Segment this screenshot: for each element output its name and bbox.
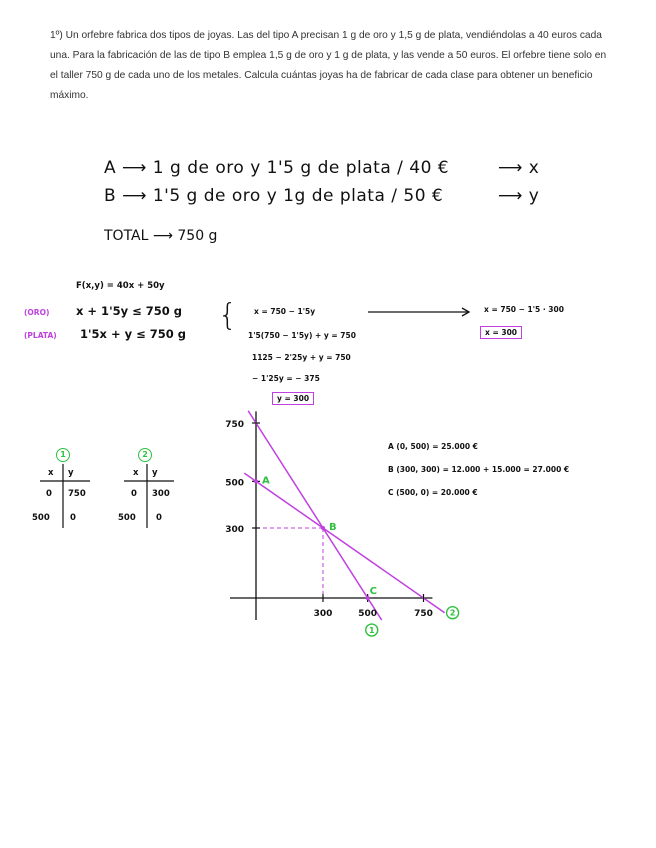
objective-function: F(x,y) = 40x + 50y xyxy=(76,281,165,291)
system-brace: { xyxy=(218,298,238,333)
table-2-head-y: y xyxy=(152,468,158,478)
series-line-2 xyxy=(244,473,444,613)
series-label: 1 xyxy=(368,626,375,636)
y-tick-label: 750 xyxy=(225,420,244,430)
table-1-cell: 0 xyxy=(46,489,52,499)
table-2-cell: 500 xyxy=(118,513,136,523)
table-2-cell: 0 xyxy=(131,489,137,499)
point-label-b: B xyxy=(329,522,337,533)
label-oro: (ORO) xyxy=(24,308,50,317)
step-3: 1125 − 2'25y + y = 750 xyxy=(252,353,351,362)
setup-row-a-var: ⟶ x xyxy=(498,158,540,178)
point-b xyxy=(321,526,325,530)
vertex-b: B (300, 300) = 12.000 + 15.000 = 27.000 € xyxy=(388,465,570,474)
label-plata: (PLATA) xyxy=(24,331,57,340)
setup-row-b-var: ⟶ y xyxy=(498,186,540,206)
table-2-head-x: x xyxy=(133,468,139,478)
table-1-label: 1 xyxy=(56,448,70,462)
x-tick-label: 750 xyxy=(414,609,433,619)
setup-row-b: B ⟶ 1'5 g de oro y 1g de plata / 50 € xyxy=(104,186,444,206)
series-label: 2 xyxy=(449,608,456,618)
y-tick-label: 500 xyxy=(225,478,244,489)
point-a xyxy=(254,479,258,483)
setup-total: TOTAL ⟶ 750 g xyxy=(104,228,218,244)
table-1-head-y: y xyxy=(68,468,74,478)
setup-row-a: A ⟶ 1 g de oro y 1'5 g de plata / 40 € xyxy=(104,158,450,178)
table-1-head-x: x xyxy=(48,468,54,478)
table-1-cell: 750 xyxy=(68,489,86,499)
step-4: − 1'25y = − 375 xyxy=(252,374,320,383)
result-y: y = 300 xyxy=(272,392,314,405)
vertex-a: A (0, 500) = 25.000 € xyxy=(388,442,478,451)
x-tick-label: 300 xyxy=(313,609,333,619)
table-2-label: 2 xyxy=(138,448,152,462)
result-x: x = 300 xyxy=(480,326,522,339)
table-1-cell: 0 xyxy=(70,513,76,523)
table-1-cell: 500 xyxy=(32,513,50,523)
point-label-a: A xyxy=(262,475,270,487)
inequality-plata: 1'5x + y ≤ 750 g xyxy=(80,327,186,341)
step-2: 1'5(750 − 1'5y) + y = 750 xyxy=(248,331,356,340)
x-tick-label: 500 xyxy=(358,609,378,619)
x-calculation: x = 750 − 1'5 · 300 xyxy=(484,305,564,314)
inequality-oro: x + 1'5y ≤ 750 g xyxy=(76,304,182,318)
table-2-cell: 300 xyxy=(152,489,170,499)
table-2-cell: 0 xyxy=(156,513,162,523)
step-1: x = 750 − 1'5y xyxy=(254,307,316,316)
problem-statement: 1º) Un orfebre fabrica dos tipos de joyas. Las del tipo A precisan 1 g de oro y 1,5 g de plata, vendiéndolas a 40 euros cada una. Para la fabricación de las de tipo B emplea 1,5 g de oro y 1 g de plata, y las vende a 50 euros. El orfebre tiene solo en el taller 750 g de cada uno de los metales. Calcula cuántas joyas ha de fabricar de cada clase para obtener un beneficio máximo. xyxy=(50,30,607,101)
y-tick-label: 300 xyxy=(225,525,244,535)
point-label-c: C xyxy=(369,586,378,597)
vertex-c: C (500, 0) = 20.000 € xyxy=(388,488,478,497)
series-line-1 xyxy=(248,411,382,620)
